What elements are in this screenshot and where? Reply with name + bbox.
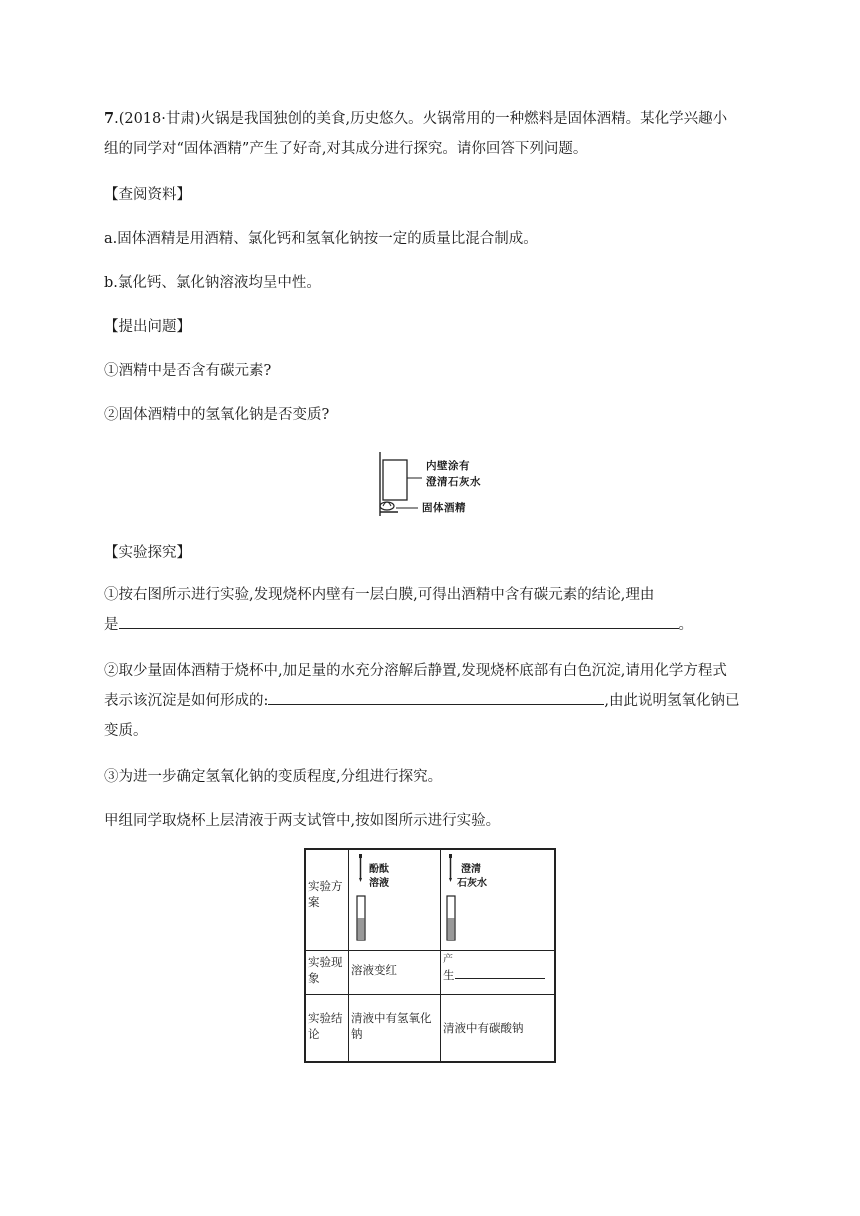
- explore-1-suffix: 。: [678, 617, 693, 633]
- phenomenon-cell-2: [443, 954, 555, 983]
- row-header-plan: 实验方案: [308, 879, 343, 909]
- explore-2-line-1: ②取少量固体酒精于烧杯中,加足量的水充分溶解后静置,发现烧杯底部有白色沉淀,请用化学方程式: [104, 663, 727, 679]
- row-header-phenomenon: 实验现象: [308, 955, 343, 985]
- question-source: .(2018·甘肃): [114, 111, 201, 127]
- conclusion-cell-2: 清液中有碳酸钠: [443, 1021, 524, 1035]
- reagent-label-limewater-2: 石灰水: [457, 878, 487, 889]
- problem-item-2: ②固体酒精中的氢氧化钠是否变质?: [104, 407, 330, 423]
- explore-item-3: ③为进一步确定氢氧化钠的变质程度,分组进行探究。: [104, 769, 443, 785]
- answer-blank-equation[interactable]: [268, 688, 604, 705]
- problem-item-1: ①酒精中是否含有碳元素?: [104, 363, 272, 379]
- reagent-label-phenolphthalein-2: 溶液: [369, 878, 389, 889]
- explore-2-line-3: 变质。: [104, 723, 148, 739]
- figure-label-solid-alcohol: 固体酒精: [422, 502, 466, 514]
- question-intro: [104, 104, 764, 164]
- figure-label-coating-1: 内壁涂有: [426, 460, 470, 472]
- plan-cell-limewater: [441, 850, 556, 950]
- explore-item-2: [104, 656, 764, 746]
- plan-cell-phenolphthalein: [349, 850, 440, 950]
- reference-item-a: a.固体酒精是用酒精、氯化钙和氢氧化钠按一定的质量比混合制成。: [104, 231, 538, 247]
- explore-item-1: [104, 580, 764, 640]
- answer-blank-reason[interactable]: [119, 612, 679, 629]
- phenomenon-2-line-1: 产: [443, 954, 453, 965]
- section-title-explore: 【实验探究】: [104, 545, 191, 561]
- group-a-description: 甲组同学取烧杯上层清液于两支试管中,按如图所示进行实验。: [104, 813, 501, 829]
- explore-1-line-1: ①按右图所示进行实验,发现烧杯内壁有一层白膜,可得出酒精中含有碳元素的结论,理由: [104, 587, 655, 603]
- explore-2-prefix: 表示该沉淀是如何形成的:: [104, 693, 269, 709]
- intro-line-2: 组的同学对“固体酒精”产生了好奇,对其成分进行探究。请你回答下列问题。: [104, 141, 588, 157]
- beaker-apparatus-figure: [370, 448, 510, 520]
- experiment-table: [304, 848, 556, 1063]
- section-title-reference: 【查阅资料】: [104, 187, 191, 203]
- row-header-conclusion: 实验结论: [308, 1011, 343, 1041]
- reagent-label-limewater-1: 澄清: [461, 864, 481, 875]
- phenomenon-cell-1: 溶液变红: [351, 963, 397, 977]
- reference-item-b: b.氯化钙、氯化钠溶液均呈中性。: [104, 275, 321, 291]
- section-title-problem: 【提出问题】: [104, 319, 191, 335]
- conclusion-cell-1: 清液中有氢氧化钠: [351, 1011, 432, 1041]
- explore-1-prefix: 是: [104, 617, 119, 633]
- figure-label-coating-2: 澄清石灰水: [426, 476, 481, 488]
- reagent-label-phenolphthalein-1: 酚酞: [369, 864, 389, 875]
- question-number: 7: [104, 110, 115, 127]
- intro-line-1: 火锅是我国独创的美食,历史悠久。火锅常用的一种燃料是固体酒精。某化学兴趣小: [200, 111, 728, 127]
- explore-2-suffix: ,由此说明氢氧化钠已: [604, 693, 740, 709]
- answer-blank-phenomenon[interactable]: [455, 966, 545, 979]
- phenomenon-2-line-2: 生: [443, 968, 455, 982]
